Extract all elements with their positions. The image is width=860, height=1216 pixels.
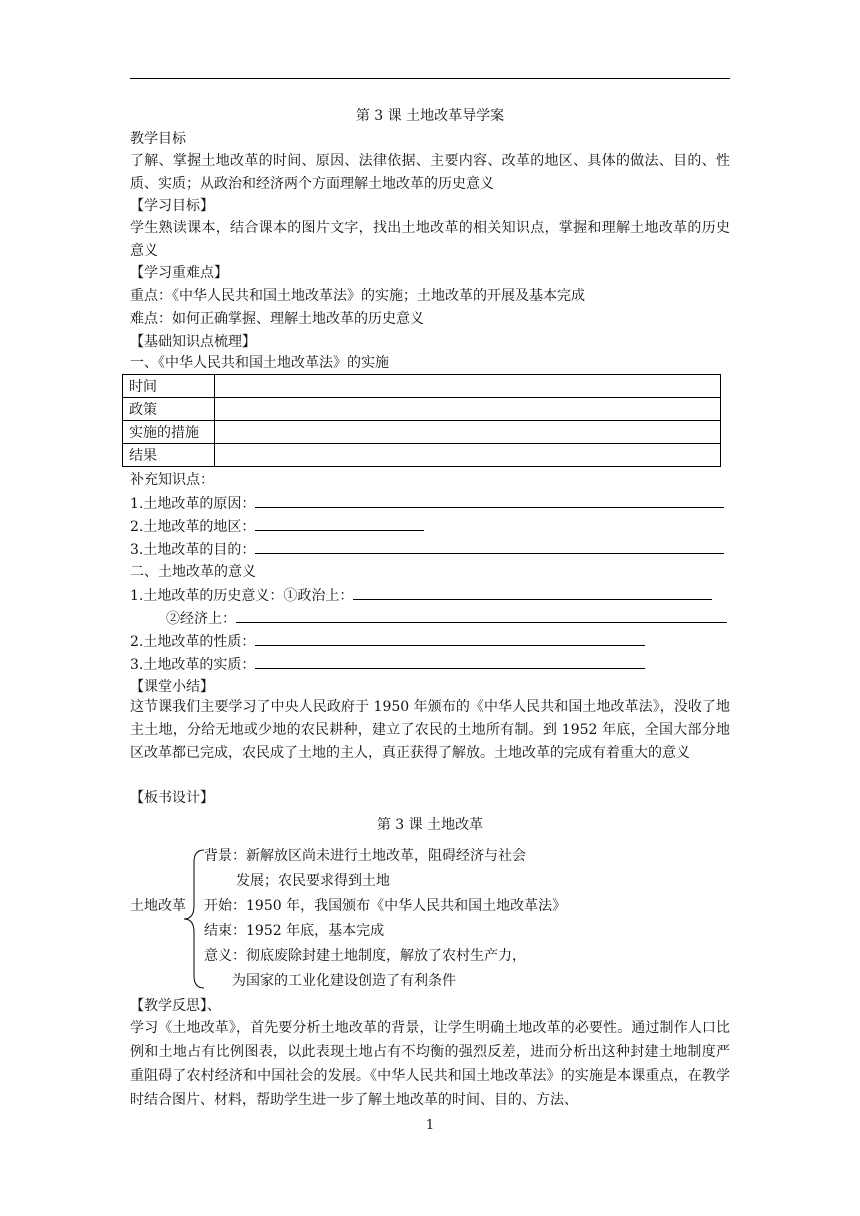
board-item-end: 结束：1952 年底，基本完成 (204, 923, 385, 939)
answer-blank[interactable] (255, 654, 645, 669)
key-point-difficulty: 难点：如何正确掌握、理解土地改革的历史意义 (130, 311, 424, 327)
board-item-meaning-cont: 为国家的工业化建设创造了有利条件 (232, 973, 456, 989)
table-answer-cell[interactable] (215, 444, 721, 467)
table-row-label: 政策 (123, 398, 215, 421)
reflection-text: 学习《土地改革》，首先要分析土地改革的背景，让学生明确土地改革的必要性。通过制作人口比例和土地占有比例图表，以此表现土地占有不均衡的强烈反差，进而分析出这种封建土地制度严重阻碍了农村经济和中国社会的发展。《中华人民共和国土地改革法》的实施是本课重点，在教学时结合图片、材料，帮助学生进一步了解土地改革的时间、目的、方法、 (130, 1020, 730, 1108)
answer-blank[interactable] (236, 608, 727, 623)
key-points-heading: 【学习重难点】 (130, 265, 228, 281)
supplement-item-purpose (130, 539, 724, 560)
meaning-economic (166, 608, 727, 629)
knowledge-table (122, 374, 721, 467)
table-row (123, 398, 721, 421)
supplement-heading: 补充知识点： (130, 472, 214, 488)
brace-icon (182, 848, 206, 990)
board-item-background: 背景：新解放区尚未进行土地改革，阻碍经济与社会 (204, 848, 526, 864)
nature-label: 2.土地改革的性质： (130, 634, 256, 650)
supplement-item-region (130, 516, 424, 537)
answer-blank[interactable] (255, 493, 724, 508)
nature-line (130, 631, 645, 652)
table-answer-cell[interactable] (215, 421, 721, 444)
table-row (123, 375, 721, 398)
board-heading: 【板书设计】 (130, 790, 214, 806)
table-row (123, 444, 721, 467)
supplement-label: 3.土地改革的目的： (130, 542, 256, 558)
answer-blank[interactable] (255, 631, 645, 646)
supplement-label: 1.土地改革的原因： (130, 496, 256, 512)
table-row-label: 时间 (123, 375, 215, 398)
table-row-label: 实施的措施 (123, 421, 215, 444)
section1-heading: 一、《中华人民共和国土地改革法》的实施 (130, 355, 389, 371)
key-point-focus: 重点：《中华人民共和国土地改革法》的实施；土地改革的开展及基本完成 (130, 288, 585, 304)
answer-blank[interactable] (353, 585, 712, 600)
board-item-start: 开始：1950 年，我国颁布《中华人民共和国土地改革法》 (204, 898, 567, 914)
header-rule (130, 78, 730, 79)
table-answer-cell[interactable] (215, 398, 721, 421)
summary-heading: 【课堂小结】 (130, 679, 214, 695)
supplement-label: 2.土地改革的地区： (130, 519, 256, 535)
answer-blank[interactable] (255, 539, 724, 554)
reflection-heading: 【教学反思】、 (130, 998, 221, 1014)
essence-line (130, 654, 645, 675)
meaning-political-label: 1.土地改革的历史意义：①政治上： (130, 588, 354, 604)
board-item-meaning: 意义：彻底废除封建土地制度，解放了农村生产力， (204, 948, 526, 964)
table-row-label: 结果 (123, 444, 215, 467)
essence-label: 3.土地改革的实质： (130, 657, 256, 673)
summary-text: 这节课我们主要学习了中央人民政府于 1950 年颁布的《中华人民共和国土地改革法》，没收了地主土地，分给无地或少地的农民耕种，建立了农民的土地所有制。到 1952 年底，全国大部分地区改革都已完成，农民成了土地的主人，真正获得了解放。土地改革的完成有着重大的意义 (130, 699, 730, 761)
meaning-political (130, 585, 712, 606)
section2-heading: 二、土地改革的意义 (130, 564, 256, 580)
table-row (123, 421, 721, 444)
page-title: 第 3 课 土地改革导学案 (355, 108, 505, 124)
teaching-goals-heading: 教学目标 (130, 131, 186, 147)
supplement-item-cause (130, 493, 724, 514)
page-number: 1 (425, 1118, 435, 1133)
meaning-economic-label: ②经济上： (166, 611, 236, 627)
learning-goals-heading: 【学习目标】 (130, 198, 214, 214)
board-root: 土地改革 (130, 898, 186, 914)
teaching-goals-text: 了解、掌握土地改革的时间、原因、法律依据、主要内容、改革的地区、具体的做法、目的、性质、实质；从政治和经济两个方面理解土地改革的历史意义 (130, 153, 730, 192)
learning-goals-text: 学生熟读课本，结合课本的图片文字，找出土地改革的相关知识点，掌握和理解土地改革的历史意义 (130, 220, 730, 259)
board-title: 第 3 课 土地改革 (376, 817, 484, 833)
basics-heading: 【基础知识点梳理】 (130, 334, 256, 350)
board-item-background-cont: 发展；农民要求得到土地 (236, 873, 390, 889)
table-answer-cell[interactable] (215, 375, 721, 398)
answer-blank[interactable] (255, 516, 424, 531)
